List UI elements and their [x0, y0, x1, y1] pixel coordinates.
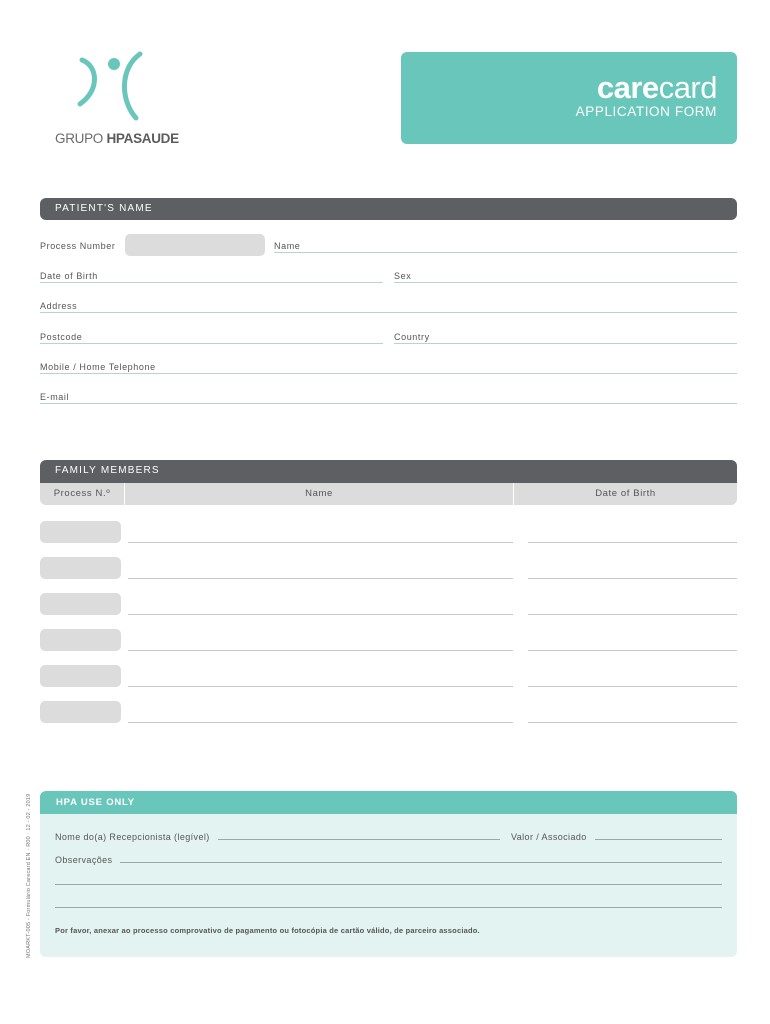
name-label: Name	[274, 241, 301, 251]
banner-title-bold: care	[596, 70, 659, 105]
dob-field[interactable]	[40, 282, 383, 283]
receptionist-field[interactable]	[218, 839, 500, 840]
family-name-field[interactable]	[128, 722, 513, 723]
sex-field[interactable]	[394, 282, 737, 283]
group-prefix: GRUPO	[55, 131, 104, 146]
family-dob-field[interactable]	[528, 578, 737, 579]
family-dob-field[interactable]	[528, 686, 737, 687]
col-dob: Date of Birth	[595, 488, 656, 499]
banner-subtitle: APPLICATION FORM	[575, 104, 717, 119]
family-name-field[interactable]	[128, 650, 513, 651]
banner-title-light: card	[658, 70, 717, 105]
family-process-number-field[interactable]	[40, 629, 121, 651]
carecard-banner	[401, 52, 737, 144]
country-label: Country	[394, 332, 430, 342]
family-dob-field[interactable]	[528, 722, 737, 723]
family-table-header	[40, 483, 737, 505]
email-field[interactable]	[40, 403, 737, 404]
sex-label: Sex	[394, 271, 412, 281]
attachment-note: Por favor, anexar ao processo comprovativo de pagamento ou fotocópia de cartão válido, de parceiro associado.	[55, 926, 480, 935]
observations-line-2[interactable]	[55, 884, 722, 885]
process-number-field[interactable]	[125, 234, 265, 256]
postcode-label: Postcode	[40, 332, 83, 342]
family-process-number-field[interactable]	[40, 557, 121, 579]
family-name-field[interactable]	[128, 686, 513, 687]
phone-field[interactable]	[40, 373, 737, 374]
family-name-field[interactable]	[128, 542, 513, 543]
family-process-number-field[interactable]	[40, 701, 121, 723]
value-associate-field[interactable]	[595, 839, 722, 840]
phone-label: Mobile / Home Telephone	[40, 362, 156, 372]
family-dob-field[interactable]	[528, 650, 737, 651]
family-process-number-field[interactable]	[40, 593, 121, 615]
family-dob-field[interactable]	[528, 542, 737, 543]
family-dob-field[interactable]	[528, 614, 737, 615]
hpa-logo-icon	[74, 48, 146, 122]
address-label: Address	[40, 301, 78, 311]
family-process-number-field[interactable]	[40, 521, 121, 543]
banner-title	[597, 70, 717, 106]
observations-label: Observações	[55, 855, 113, 865]
family-name-field[interactable]	[128, 578, 513, 579]
value-associate-label: Valor / Associado	[511, 832, 587, 842]
col-process-number: Process N.º	[53, 488, 111, 499]
family-name-field[interactable]	[128, 614, 513, 615]
observations-field[interactable]	[120, 862, 722, 863]
col-name: Name	[305, 488, 333, 499]
country-field[interactable]	[394, 343, 737, 344]
dob-label: Date of Birth	[40, 271, 98, 281]
receptionist-label: Nome do(a) Recepcionista (legível)	[55, 832, 210, 842]
form-reference-code: MOARKT-005 - Formulário Carecard EN · R00 · 12 - 02 - 2019	[26, 793, 32, 958]
family-section-header: FAMILY MEMBERS	[40, 460, 737, 483]
address-field[interactable]	[40, 312, 737, 313]
observations-line-3[interactable]	[55, 907, 722, 908]
group-name: HPASAUDE	[106, 131, 179, 146]
email-label: E-mail	[40, 392, 70, 402]
name-field[interactable]	[274, 252, 737, 253]
family-process-number-field[interactable]	[40, 665, 121, 687]
postcode-field[interactable]	[40, 343, 383, 344]
patient-section-header: PATIENT'S NAME	[40, 198, 737, 220]
group-logo-text	[55, 131, 179, 146]
process-number-label: Process Number	[40, 241, 116, 251]
hpa-section-header: HPA USE ONLY	[40, 791, 737, 814]
